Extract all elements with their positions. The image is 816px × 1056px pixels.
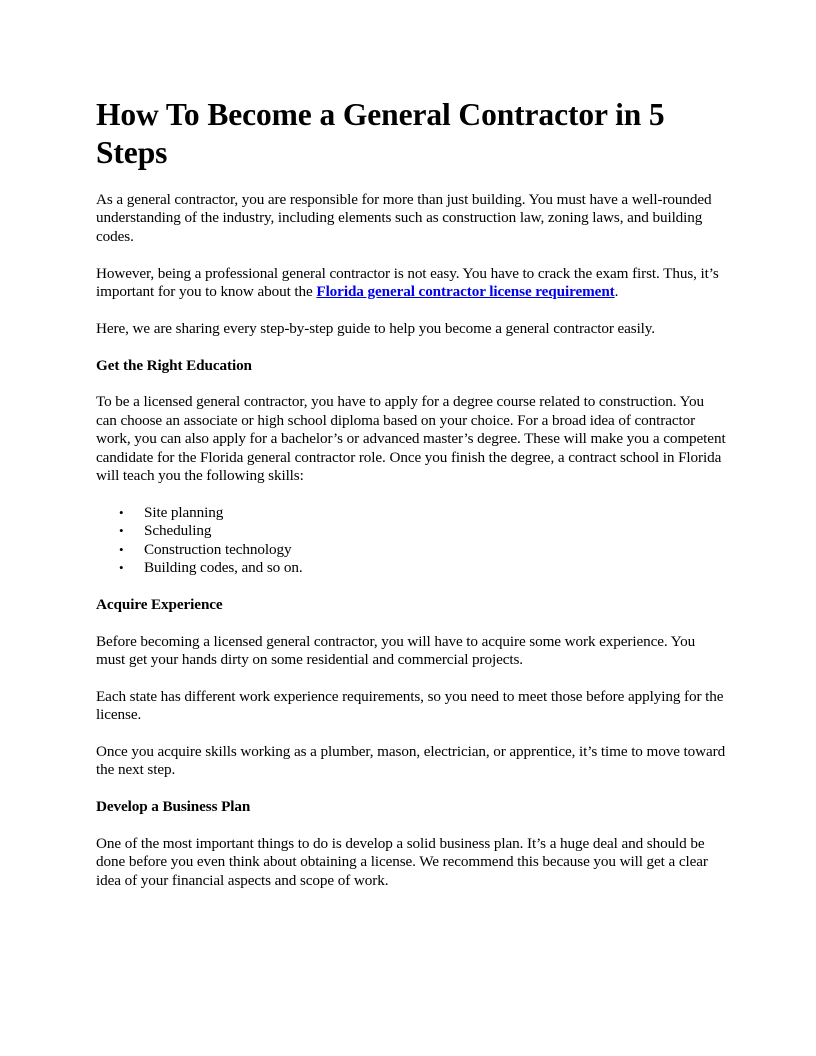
skills-list	[96, 504, 726, 578]
intro-paragraph-3: Here, we are sharing every step-by-step guide to help you become a general contractor easily.	[96, 319, 656, 337]
list-item	[119, 522, 726, 540]
business-plan-paragraph: One of the most important things to do is develop a solid business plan. It’s a huge deal and should be done before you even think about obtaining a license. We recommend this because you will get a clear idea of your financial aspects and scope of work.	[96, 835, 708, 889]
bullet-icon: •	[119, 504, 124, 520]
intro-paragraph-2-text: However, being a professional general contractor is not easy. You have to crack the exam first. Thus, it’s important for you to know about the	[96, 264, 719, 301]
list-item-label: Scheduling	[144, 522, 212, 540]
section-heading-experience: Acquire Experience	[96, 595, 223, 613]
document-page	[96, 96, 726, 909]
experience-paragraph-3: Once you acquire skills working as a plumber, mason, electrician, or apprentice, it’s time to move toward the next step.	[96, 743, 726, 779]
page-title: How To Become a General Contractor in 5 Steps	[96, 97, 665, 170]
intro-paragraph-2	[96, 265, 726, 302]
list-item-label: Site planning	[144, 503, 224, 521]
intro-paragraph-1: As a general contractor, you are responsible for more than just building. You must have a well-rounded understanding of the industry, including elements such as construction law, zoning laws, and building codes.	[96, 191, 712, 245]
list-item	[119, 540, 726, 559]
list-item	[119, 503, 726, 522]
list-item-label: Building codes, and so on.	[144, 559, 303, 577]
list-item	[119, 559, 726, 577]
education-paragraph: To be a licensed general contractor, you have to apply for a degree course related to construction. You can choose an associate or high school diploma based on your choice. For a broad idea of contractor work, you can also apply for a bachelor’s or advanced master’s degree. These will make you a competent candidate for the Florida general contractor role. Once you finish the degree, a contract school in Florida will teach you the following skills:	[96, 393, 726, 485]
bullet-icon: •	[119, 523, 124, 539]
section-heading-education: Get the Right Education	[96, 356, 252, 374]
bullet-icon: •	[119, 541, 124, 557]
bullet-icon: •	[119, 560, 124, 576]
intro-paragraph-2-end: .	[614, 283, 619, 301]
experience-paragraph-1: Before becoming a licensed general contractor, you will have to acquire some work experience. You must get your hands dirty on some residential and commercial projects.	[96, 632, 696, 669]
experience-paragraph-2: Each state has different work experience requirements, so you need to meet those before applying for the license.	[96, 687, 724, 724]
section-heading-business-plan: Develop a Business Plan	[96, 798, 251, 816]
florida-license-requirement-link[interactable]: Florida general contractor license requirement	[316, 283, 615, 301]
list-item-label: Construction technology	[144, 540, 292, 558]
